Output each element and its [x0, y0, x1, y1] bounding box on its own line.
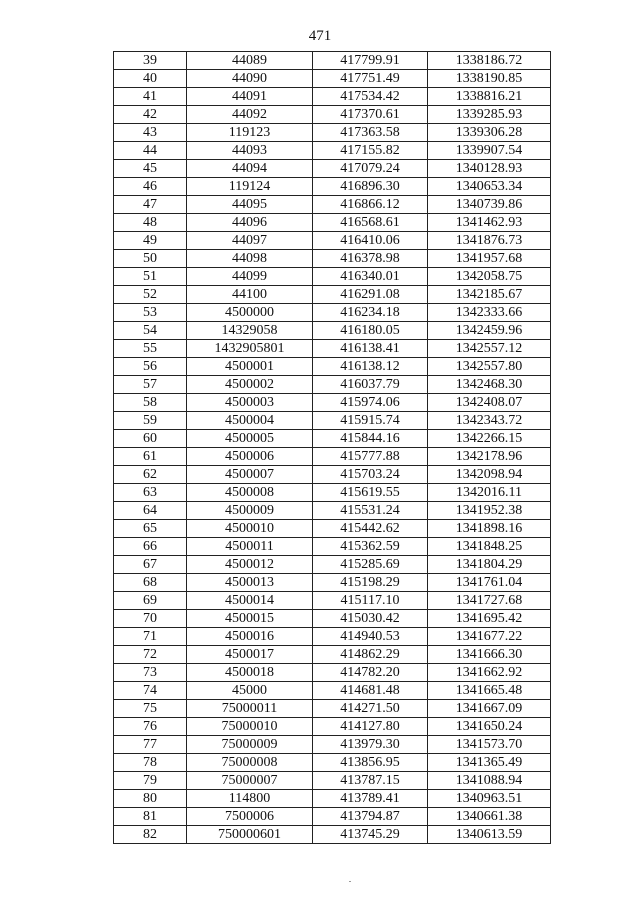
y-coordinate-cell: 1340613.59	[428, 826, 551, 844]
table-row	[114, 124, 551, 142]
row-index-cell: 76	[114, 718, 187, 736]
y-coordinate-cell: 1342557.80	[428, 358, 551, 376]
x-coordinate-cell: 416378.98	[313, 250, 428, 268]
y-coordinate-cell: 1341677.22	[428, 628, 551, 646]
table-row	[114, 268, 551, 286]
row-index-cell: 72	[114, 646, 187, 664]
row-index-cell: 49	[114, 232, 187, 250]
row-index-cell: 41	[114, 88, 187, 106]
point-id-cell: 4500009	[187, 502, 313, 520]
point-id-cell: 44089	[187, 52, 313, 70]
x-coordinate-cell: 417370.61	[313, 106, 428, 124]
y-coordinate-cell: 1340963.51	[428, 790, 551, 808]
y-coordinate-cell: 1341667.09	[428, 700, 551, 718]
y-coordinate-cell: 1341952.38	[428, 502, 551, 520]
row-index-cell: 56	[114, 358, 187, 376]
row-index-cell: 69	[114, 592, 187, 610]
row-index-cell: 74	[114, 682, 187, 700]
row-index-cell: 63	[114, 484, 187, 502]
table-row	[114, 376, 551, 394]
x-coordinate-cell: 414862.29	[313, 646, 428, 664]
point-id-cell: 7500006	[187, 808, 313, 826]
row-index-cell: 67	[114, 556, 187, 574]
x-coordinate-cell: 417155.82	[313, 142, 428, 160]
table-row	[114, 304, 551, 322]
table-row	[114, 700, 551, 718]
table-row	[114, 250, 551, 268]
y-coordinate-cell: 1341573.70	[428, 736, 551, 754]
row-index-cell: 77	[114, 736, 187, 754]
row-index-cell: 42	[114, 106, 187, 124]
point-id-cell: 4500004	[187, 412, 313, 430]
point-id-cell: 114800	[187, 790, 313, 808]
table-row	[114, 610, 551, 628]
x-coordinate-cell: 415531.24	[313, 502, 428, 520]
y-coordinate-cell: 1341957.68	[428, 250, 551, 268]
y-coordinate-cell: 1342185.67	[428, 286, 551, 304]
point-id-cell: 44091	[187, 88, 313, 106]
table-row	[114, 322, 551, 340]
table-row	[114, 826, 551, 844]
row-index-cell: 46	[114, 178, 187, 196]
table-row	[114, 520, 551, 538]
point-id-cell: 1432905801	[187, 340, 313, 358]
x-coordinate-cell: 413856.95	[313, 754, 428, 772]
y-coordinate-cell: 1341462.93	[428, 214, 551, 232]
y-coordinate-cell: 1340653.34	[428, 178, 551, 196]
x-coordinate-cell: 416896.30	[313, 178, 428, 196]
point-id-cell: 44090	[187, 70, 313, 88]
x-coordinate-cell: 416138.12	[313, 358, 428, 376]
x-coordinate-cell: 415030.42	[313, 610, 428, 628]
x-coordinate-cell: 416410.06	[313, 232, 428, 250]
y-coordinate-cell: 1341804.29	[428, 556, 551, 574]
x-coordinate-cell: 415974.06	[313, 394, 428, 412]
y-coordinate-cell: 1341876.73	[428, 232, 551, 250]
x-coordinate-cell: 416037.79	[313, 376, 428, 394]
x-coordinate-cell: 415703.24	[313, 466, 428, 484]
y-coordinate-cell: 1341898.16	[428, 520, 551, 538]
x-coordinate-cell: 413979.30	[313, 736, 428, 754]
table-row	[114, 394, 551, 412]
table-row	[114, 340, 551, 358]
row-index-cell: 82	[114, 826, 187, 844]
point-id-cell: 75000007	[187, 772, 313, 790]
row-index-cell: 44	[114, 142, 187, 160]
x-coordinate-cell: 416138.41	[313, 340, 428, 358]
table-row	[114, 484, 551, 502]
point-id-cell: 44099	[187, 268, 313, 286]
x-coordinate-cell: 415915.74	[313, 412, 428, 430]
row-index-cell: 58	[114, 394, 187, 412]
y-coordinate-cell: 1341848.25	[428, 538, 551, 556]
page-number: 471	[308, 28, 332, 44]
y-coordinate-cell: 1341662.92	[428, 664, 551, 682]
table-row	[114, 538, 551, 556]
point-id-cell: 44094	[187, 160, 313, 178]
row-index-cell: 60	[114, 430, 187, 448]
point-id-cell: 750000601	[187, 826, 313, 844]
x-coordinate-cell: 416234.18	[313, 304, 428, 322]
table-row	[114, 448, 551, 466]
point-id-cell: 44092	[187, 106, 313, 124]
row-index-cell: 54	[114, 322, 187, 340]
coordinate-table-body	[114, 52, 551, 844]
x-coordinate-cell: 413789.41	[313, 790, 428, 808]
row-index-cell: 51	[114, 268, 187, 286]
x-coordinate-cell: 413794.87	[313, 808, 428, 826]
y-coordinate-cell: 1339285.93	[428, 106, 551, 124]
y-coordinate-cell: 1342333.66	[428, 304, 551, 322]
table-row	[114, 646, 551, 664]
point-id-cell: 44095	[187, 196, 313, 214]
point-id-cell: 4500017	[187, 646, 313, 664]
point-id-cell: 4500006	[187, 448, 313, 466]
table-row	[114, 718, 551, 736]
y-coordinate-cell: 1341665.48	[428, 682, 551, 700]
row-index-cell: 71	[114, 628, 187, 646]
point-id-cell: 4500010	[187, 520, 313, 538]
point-id-cell: 4500008	[187, 484, 313, 502]
x-coordinate-cell: 414940.53	[313, 628, 428, 646]
row-index-cell: 66	[114, 538, 187, 556]
table-row	[114, 682, 551, 700]
table-row	[114, 772, 551, 790]
row-index-cell: 80	[114, 790, 187, 808]
row-index-cell: 70	[114, 610, 187, 628]
x-coordinate-cell: 413745.29	[313, 826, 428, 844]
y-coordinate-cell: 1342408.07	[428, 394, 551, 412]
table-row	[114, 502, 551, 520]
y-coordinate-cell: 1342058.75	[428, 268, 551, 286]
table-row	[114, 232, 551, 250]
y-coordinate-cell: 1342343.72	[428, 412, 551, 430]
row-index-cell: 45	[114, 160, 187, 178]
y-coordinate-cell: 1341088.94	[428, 772, 551, 790]
point-id-cell: 119124	[187, 178, 313, 196]
row-index-cell: 40	[114, 70, 187, 88]
y-coordinate-cell: 1341666.30	[428, 646, 551, 664]
table-row	[114, 466, 551, 484]
x-coordinate-cell: 414782.20	[313, 664, 428, 682]
x-coordinate-cell: 416866.12	[313, 196, 428, 214]
x-coordinate-cell: 416180.05	[313, 322, 428, 340]
row-index-cell: 68	[114, 574, 187, 592]
row-index-cell: 43	[114, 124, 187, 142]
table-row	[114, 142, 551, 160]
table-row	[114, 52, 551, 70]
point-id-cell: 4500018	[187, 664, 313, 682]
y-coordinate-cell: 1338186.72	[428, 52, 551, 70]
row-index-cell: 78	[114, 754, 187, 772]
x-coordinate-cell: 417079.24	[313, 160, 428, 178]
point-id-cell: 75000009	[187, 736, 313, 754]
point-id-cell: 44098	[187, 250, 313, 268]
point-id-cell: 75000011	[187, 700, 313, 718]
point-id-cell: 4500013	[187, 574, 313, 592]
x-coordinate-cell: 415442.62	[313, 520, 428, 538]
point-id-cell: 44096	[187, 214, 313, 232]
y-coordinate-cell: 1341727.68	[428, 592, 551, 610]
y-coordinate-cell: 1341761.04	[428, 574, 551, 592]
x-coordinate-cell: 416340.01	[313, 268, 428, 286]
row-index-cell: 73	[114, 664, 187, 682]
point-id-cell: 75000008	[187, 754, 313, 772]
row-index-cell: 81	[114, 808, 187, 826]
table-row	[114, 592, 551, 610]
x-coordinate-cell: 416568.61	[313, 214, 428, 232]
y-coordinate-cell: 1340128.93	[428, 160, 551, 178]
point-id-cell: 4500011	[187, 538, 313, 556]
point-id-cell: 4500002	[187, 376, 313, 394]
row-index-cell: 55	[114, 340, 187, 358]
scan-speck	[349, 881, 351, 882]
y-coordinate-cell: 1339907.54	[428, 142, 551, 160]
x-coordinate-cell: 414271.50	[313, 700, 428, 718]
x-coordinate-cell: 414681.48	[313, 682, 428, 700]
table-row	[114, 736, 551, 754]
table-row	[114, 556, 551, 574]
y-coordinate-cell: 1340661.38	[428, 808, 551, 826]
point-id-cell: 45000	[187, 682, 313, 700]
y-coordinate-cell: 1338190.85	[428, 70, 551, 88]
x-coordinate-cell: 417751.49	[313, 70, 428, 88]
table-row	[114, 412, 551, 430]
point-id-cell: 119123	[187, 124, 313, 142]
y-coordinate-cell: 1342468.30	[428, 376, 551, 394]
row-index-cell: 57	[114, 376, 187, 394]
row-index-cell: 53	[114, 304, 187, 322]
x-coordinate-cell: 414127.80	[313, 718, 428, 736]
row-index-cell: 65	[114, 520, 187, 538]
point-id-cell: 4500007	[187, 466, 313, 484]
row-index-cell: 52	[114, 286, 187, 304]
row-index-cell: 59	[114, 412, 187, 430]
x-coordinate-cell: 415117.10	[313, 592, 428, 610]
x-coordinate-cell: 413787.15	[313, 772, 428, 790]
row-index-cell: 79	[114, 772, 187, 790]
y-coordinate-cell: 1341695.42	[428, 610, 551, 628]
point-id-cell: 4500014	[187, 592, 313, 610]
x-coordinate-cell: 417534.42	[313, 88, 428, 106]
x-coordinate-cell: 415777.88	[313, 448, 428, 466]
table-row	[114, 214, 551, 232]
y-coordinate-cell: 1340739.86	[428, 196, 551, 214]
x-coordinate-cell: 415362.59	[313, 538, 428, 556]
x-coordinate-cell: 415285.69	[313, 556, 428, 574]
point-id-cell: 75000010	[187, 718, 313, 736]
table-row	[114, 430, 551, 448]
row-index-cell: 61	[114, 448, 187, 466]
y-coordinate-cell: 1342266.15	[428, 430, 551, 448]
table-row	[114, 664, 551, 682]
table-row	[114, 160, 551, 178]
y-coordinate-cell: 1342557.12	[428, 340, 551, 358]
row-index-cell: 50	[114, 250, 187, 268]
row-index-cell: 75	[114, 700, 187, 718]
y-coordinate-cell: 1341365.49	[428, 754, 551, 772]
x-coordinate-cell: 417363.58	[313, 124, 428, 142]
point-id-cell: 14329058	[187, 322, 313, 340]
table-row	[114, 196, 551, 214]
point-id-cell: 4500000	[187, 304, 313, 322]
y-coordinate-cell: 1342459.96	[428, 322, 551, 340]
y-coordinate-cell: 1338816.21	[428, 88, 551, 106]
point-id-cell: 4500003	[187, 394, 313, 412]
table-row	[114, 70, 551, 88]
row-index-cell: 48	[114, 214, 187, 232]
table-row	[114, 358, 551, 376]
table-row	[114, 574, 551, 592]
y-coordinate-cell: 1342178.96	[428, 448, 551, 466]
y-coordinate-cell: 1341650.24	[428, 718, 551, 736]
point-id-cell: 4500012	[187, 556, 313, 574]
row-index-cell: 47	[114, 196, 187, 214]
point-id-cell: 4500001	[187, 358, 313, 376]
x-coordinate-cell: 416291.08	[313, 286, 428, 304]
table-row	[114, 106, 551, 124]
table-row	[114, 178, 551, 196]
y-coordinate-cell: 1342016.11	[428, 484, 551, 502]
table-row	[114, 88, 551, 106]
table-row	[114, 286, 551, 304]
x-coordinate-cell: 417799.91	[313, 52, 428, 70]
y-coordinate-cell: 1342098.94	[428, 466, 551, 484]
point-id-cell: 44093	[187, 142, 313, 160]
x-coordinate-cell: 415844.16	[313, 430, 428, 448]
table-row	[114, 754, 551, 772]
coordinate-table	[113, 51, 551, 844]
point-id-cell: 44097	[187, 232, 313, 250]
point-id-cell: 4500005	[187, 430, 313, 448]
point-id-cell: 44100	[187, 286, 313, 304]
point-id-cell: 4500015	[187, 610, 313, 628]
row-index-cell: 64	[114, 502, 187, 520]
row-index-cell: 39	[114, 52, 187, 70]
y-coordinate-cell: 1339306.28	[428, 124, 551, 142]
table-row	[114, 790, 551, 808]
point-id-cell: 4500016	[187, 628, 313, 646]
table-row	[114, 628, 551, 646]
table-row	[114, 808, 551, 826]
row-index-cell: 62	[114, 466, 187, 484]
x-coordinate-cell: 415619.55	[313, 484, 428, 502]
x-coordinate-cell: 415198.29	[313, 574, 428, 592]
